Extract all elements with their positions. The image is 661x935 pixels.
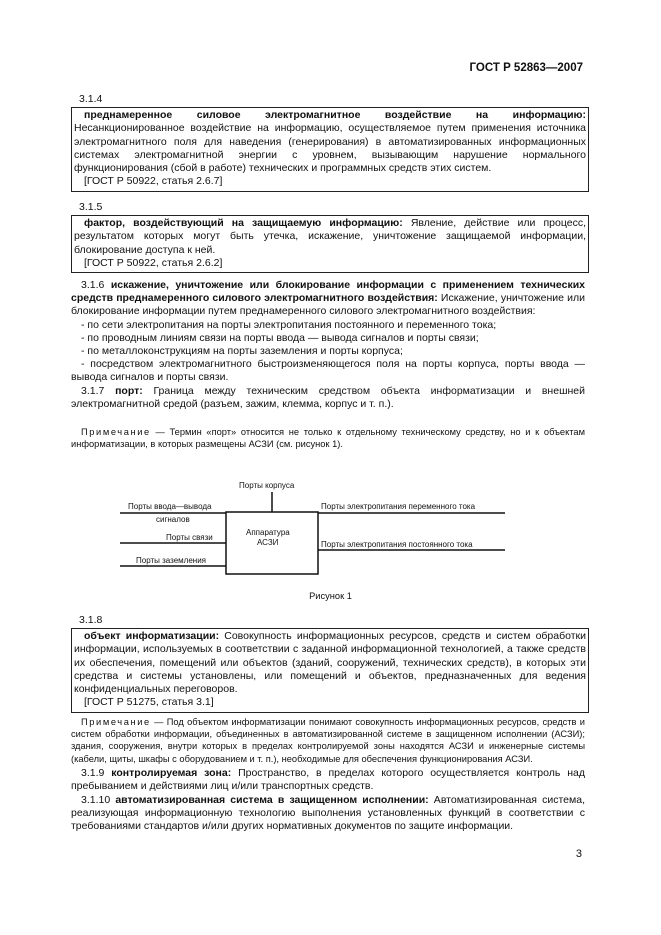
label-asz: АСЗИ [257, 538, 279, 547]
term: искажение, уничтожение или блокирование информации с применением технических средств преднамеренного силового электромагнитного воздействия: [71, 279, 585, 305]
figure-ports-diagram [120, 478, 510, 578]
definition-box-3-1-4 [71, 107, 589, 192]
note-label: Примечание [81, 427, 151, 437]
section-number-3-1-9: 3.1.9 [81, 767, 105, 779]
term: объект информатизации: [84, 630, 220, 642]
definition: Искажение, уничтожение или блокирование информации путем преднамеренного силового электромагнитного воздействия: [71, 292, 585, 318]
note-label: Примечание [81, 717, 151, 727]
label-io-ports: Порты ввода—вывода [128, 502, 212, 511]
term: фактор, воздействующий на защищаемую информацию: [84, 217, 403, 229]
definition: Несанкционированное воздействие на информацию, осуществляемое путем применения источника электромагнитного поля для наведения (генерирования) в автоматизированных информационных системах электромагнитной энергии с уровнем, вызывающим нарушение нормального функционирования (сбой в работе) технических и программных средств этих систем. [74, 122, 586, 175]
section-number-3-1-4: 3.1.4 [79, 93, 103, 105]
list-item: - посредством электромагнитного быстроизменяющегося поля на порты корпуса, порты ввода — вывода сигналов и порты связи. [71, 358, 585, 384]
list-item: - по металлоконструкциям на порты заземления и порты корпуса; [81, 345, 403, 358]
term: порт: [115, 384, 143, 397]
label-ground-ports: Порты заземления [136, 556, 206, 565]
section-number-3-1-8: 3.1.8 [79, 614, 103, 626]
source-ref: [ГОСТ Р 50922, статья 2.6.7] [84, 175, 223, 188]
section-3-1-10 [71, 794, 585, 834]
term: автоматизированная система в защищенном исполнении: [115, 794, 429, 806]
document-header: ГОСТ Р 52863—2007 [469, 62, 583, 74]
definition: Явление, действие или процесс, результатом которых могут быть утечка, искажение, уничтожение защищаемой информации, блокирование доступа к ней. [74, 217, 587, 256]
label-case-ports: Порты корпуса [239, 481, 295, 490]
list-item: - по проводным линиям связи на порты ввода — вывода сигналов и порты связи; [81, 331, 479, 344]
section-number-3-1-10: 3.1.10 [81, 794, 111, 806]
section-3-1-6 [71, 279, 585, 411]
label-comm-ports: Порты связи [166, 533, 213, 542]
definition-text [74, 630, 586, 696]
definition-box-3-1-5 [71, 215, 589, 273]
page-number: 3 [575, 848, 582, 860]
figure-caption: Рисунок 1 [309, 591, 352, 601]
label-equipment: Аппаратура [246, 528, 290, 537]
list-item: - по сети электропитания на порты электропитания постоянного и переменного тока; [81, 318, 497, 331]
note-3-1-7 [71, 426, 585, 450]
definition: Совокупность информационных ресурсов, средств и систем обработки информации, используемых в соответствии с заданной информационной технологией, а также средств их обеспечения, помещений или объектов (зданий, сооружений, технических средств), в которых эти средства и системы установлены, или помещений и объектов, предназначенных для ведения конфиденциальных переговоров. [74, 630, 586, 696]
definition-text [74, 109, 586, 175]
definition: Граница между техническим средством объекта информатизации и внешней электромагнитной средой (разъем, зажим, клемма, корпус и т. п.). [71, 384, 585, 410]
source-ref: [ГОСТ Р 50922, статья 2.6.2] [84, 256, 223, 269]
section-3-1-9 [71, 767, 585, 793]
note-text: — Термин «порт» относится не только к отдельному техническому средству, но и к объектам информатизации, в которых размещены АСЗИ (см. рисунок 1). [71, 427, 585, 450]
definition-box-3-1-8 [71, 628, 589, 713]
label-dc-ports: Порты электропитания постоянного тока [321, 540, 473, 549]
section-number-3-1-5: 3.1.5 [79, 201, 103, 213]
section-number-3-1-7: 3.1.7 [81, 384, 105, 397]
definition: Пространство, в пределах которого осуществляется контроль над пребыванием и действиями лиц и/или транспортных средств. [71, 767, 585, 793]
term: преднамеренное силовое электромагнитное воздействие на информацию: [84, 109, 586, 121]
label-ac-ports: Порты электропитания переменного тока [321, 502, 476, 511]
section-number-3-1-6: 3.1.6 [81, 279, 105, 291]
term: контролируемая зона: [111, 767, 232, 779]
note-3-1-8 [71, 716, 585, 765]
source-ref: [ГОСТ Р 51275, статья 3.1] [84, 696, 214, 709]
label-io-ports-line2: сигналов [156, 515, 190, 524]
note-text: — Под объектом информатизации понимают совокупность информационных ресурсов, средств и систем обработки информации, объединенных в автоматизированной системе в защищенном исполнении (АСЗИ); здания, сооружения, внутри которых в пределах контролируемой зоны находятся АСЗИ и инженерные системы (кабели, щиты, шкафы с оборудованием и т. п.), необходимые для обеспечения функционирования АСЗИ. [71, 717, 585, 764]
definition: Автоматизированная система, реализующая информационную технологию выполнения установленных функций в соответствии с требованиями стандартов и/или других нормативных документов по защите информации. [71, 794, 585, 833]
definition-text [74, 217, 586, 257]
